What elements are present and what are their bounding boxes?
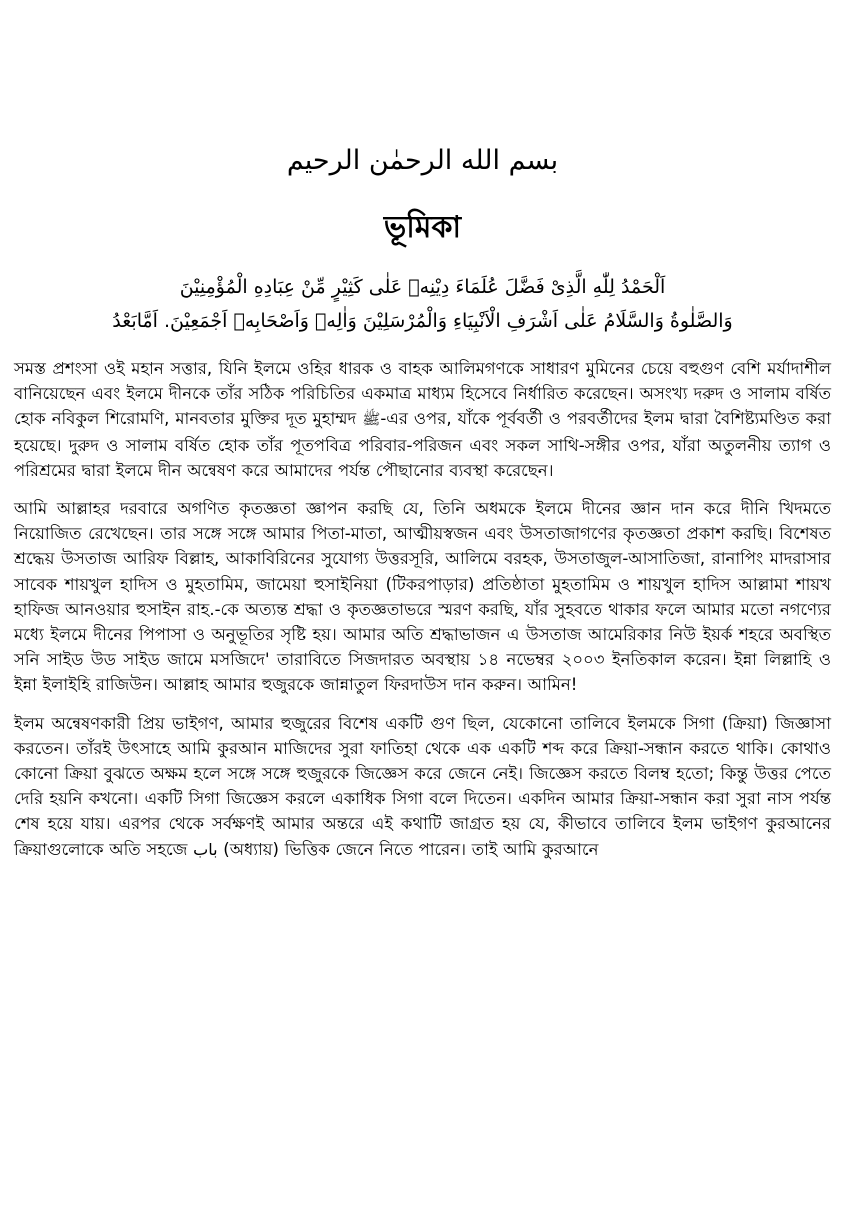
arabic-line-salawat: وَالصَّلٰوةُ وَالسَّلَامُ عَلٰى اَشْرَفِ الْاَنْبِيَاءِ وَالْمُرْسَلِيْنَ وَاٰلِهٖ وَاَصْحَابِهٖ اَجْمَعِيْنَ. اَمَّابَعْدُ xyxy=(112,310,733,332)
arabic-word-bab: باب xyxy=(193,839,218,859)
paragraph-1-text-after-honorific: -এর ওপর, যাঁকে পূর্ববর্তী ও পরবর্তীদের ইলম দ্বারা বৈশিষ্ট্যমণ্ডিত করা হয়েছে। দুরুদ ও সালাম বর্ষিত হোক তাঁর পূতপবিত্র পরিবার-পরিজন এবং সকল সাথি-সঙ্গীর ওপর, যাঁরা অতুলনীয় ত্যাগ ও পরিশ্রমের দ্বারা ইলমে দীন অন্বেষণ করে আমাদের পর্যন্ত পৌছানোর ব্যবস্থা করেছেন। xyxy=(14,409,832,480)
paragraph-3-text-part-2: (অধ্যায়) ভিত্তিক জেনে নিতে পারেন। তাই আমি কুরআনে xyxy=(217,839,599,859)
body-text xyxy=(14,356,831,862)
paragraph-1 xyxy=(14,356,831,483)
arabic-line-hamd: اَلْحَمْدُ لِلّٰهِ الَّذِىْ فَضَّلَ عُلَمَاءَ دِيْنِهٖ عَلٰى كَثِيْرٍ مِّنْ عِبَادِهِ الْمُؤْمِنِيْنَ xyxy=(179,276,666,298)
arabic-invocation-block xyxy=(14,270,831,338)
sallallahu-alayhi-wasallam-icon: ﷺ xyxy=(362,410,381,429)
paragraph-3-text-part-1: ইলম অন্বেষণকারী প্রিয় ভাইগণ, আমার হুজুরের বিশেষ একটি গুণ ছিল, যেকোনো তালিবে ইলমকে সিগা (ক্রিয়া) জিজ্ঞাসা করতেন। তাঁরই উৎসাহে আমি কুরআন মাজিদের সুরা ফাতিহা থেকে এক একটি শব্দ করে ক্রিয়া-সন্ধান করতে থাকি। কোথাও কোনো ক্রিয়া বুঝতে অক্ষম হলে সঙ্গে সঙ্গে হুজুরকে জিজ্ঞেস করে জেনে নেই। জিজ্ঞেস করতে বিলম্ব হতো; কিন্তু উত্তর পেতে দেরি হয়নি কখনো। একটি সিগা জিজ্ঞেস করলে একাধিক সিগা বলে দিতেন। একদিন আমার ক্রিয়া-সন্ধান করা সুরা নাস পর্যন্ত শেষ হয়ে যায়। এরপর থেকে সর্বক্ষণই আমার অন্তরে এই কথাটি জাগ্রত হয় যে, কীভাবে তালিবে ইলম ভাইগণ কুরআনের ক্রিয়াগুলোকে অতি সহজে xyxy=(14,713,831,859)
paragraph-2: আমি আল্লাহর দরবারে অগণিত কৃতজ্ঞতা জ্ঞাপন করছি যে, তিনি অধমকে ইলমে দীনের জ্ঞান দান করে দীনি খিদমতে নিয়োজিত রেখেছেন। তার সঙ্গে সঙ্গে আমার পিতা-মাতা, আত্মীয়স্বজন এবং উসতাজাগণের কৃতজ্ঞতা প্রকাশ করছি। বিশেষত শ্রদ্ধেয় উসতাজ আরিফ বিল্লাহ, আকাবিরিনের সুযোগ্য উত্তরসূরি, আলিমে বরহক, উসতাজুল-আসাতিজা, রানাপিং মাদরাসার সাবেক শায়খুল হাদিস ও মুহতামিম, জামেয়া হুসাইনিয়া (টিকরপাড়ার) প্রতিষ্ঠাতা মুহতামিম ও শায়খুল হাদিস আল্লামা শায়খ হাফিজ আনওয়ার হুসাইন রাহ.-কে অত্যন্ত শ্রদ্ধা ও কৃতজ্ঞতাভরে স্মরণ করছি, যাঁর সুহবতে থাকার ফলে আমার মতো নগণ্যের মধ্যে ইলমে দীনের পিপাসা ও অনুভূতির সৃষ্টি হয়। আমার অতি শ্রদ্ধাভাজন এ উসতাজ আমেরিকার নিউ ইয়র্ক শহরে অবস্থিত সনি সাইড উড সাইড জামে মসজিদে' তারাবিতে সিজদারত অবস্থায় ১৪ নভেম্বর ২০০৩ ইনতিকাল করেন। ইন্না লিল্লাহি ও ইন্না ইলাইহি রাজিউন। আল্লাহ আমার হুজুরকে জান্নাতুল ফিরদাউস দান করুন। আমিন! xyxy=(14,499,831,695)
bismillah-heading: بسم الله الرحمٰن الرحيم xyxy=(286,145,559,176)
paragraph-1-text-before-honorific: সমস্ত প্রশংসা ওই মহান সত্তার, যিনি ইলমে ওহির ধারক ও বাহক আলিমগণকে সাধারণ মুমিনের চেয়ে বহুগুণ বেশি মর্যাদাশীল বানিয়েছেন এবং ইলমে দীনকে তাঁর সঠিক পরিচিতির একমাত্র মাধ্যম হিসেবে নির্ধারিত করেছেন। অসংখ্য দরুদ ও সালাম বর্ষিত হোক নবিকুল শিরোমণি, মানবতার মুক্তির দূত মুহাম্মদ xyxy=(14,359,831,429)
page-title: ভূমিকা xyxy=(383,210,462,245)
paragraph-3 xyxy=(14,711,831,862)
